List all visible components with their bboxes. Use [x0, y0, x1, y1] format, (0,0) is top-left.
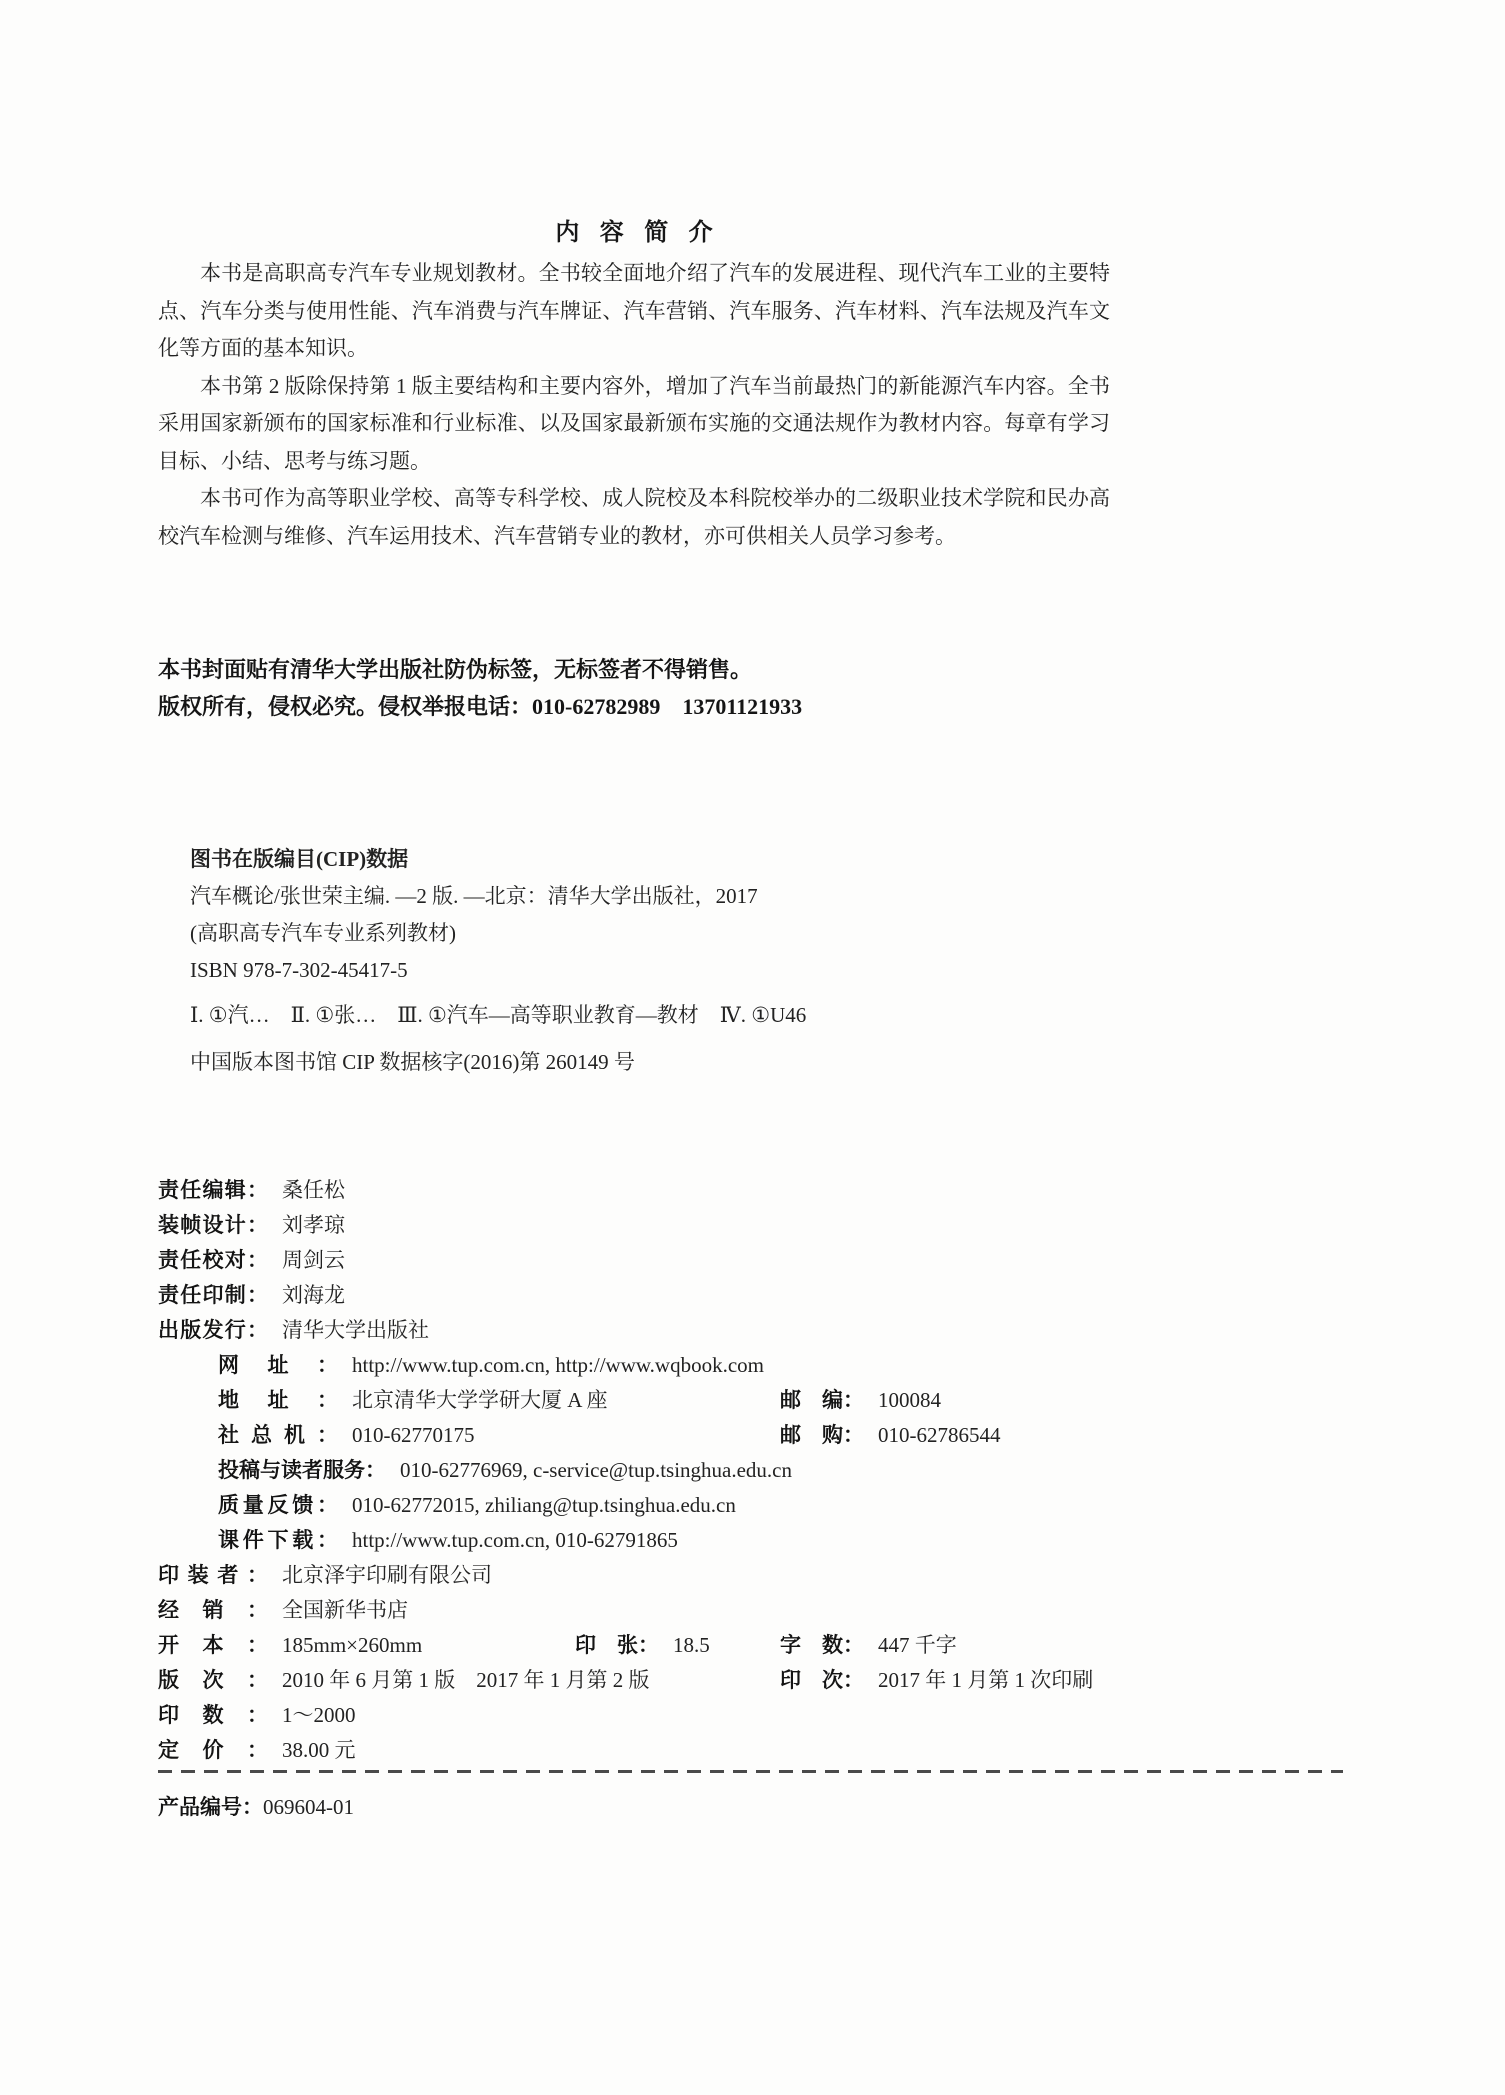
anti-piracy-label-line: 本书封面贴有清华大学出版社防伪标签，无标签者不得销售。 — [158, 657, 753, 682]
colophon-row-format — [158, 1628, 1338, 1663]
editor-value: 桑任松 — [282, 1178, 345, 1202]
reader-service-label: 投稿与读者服务： — [218, 1458, 386, 1482]
designer-value: 刘孝琼 — [282, 1213, 345, 1237]
anti-piracy-notice — [158, 651, 1338, 725]
colophon-row-printer — [158, 1558, 1338, 1593]
colophon-row-quality-feedback — [218, 1488, 1338, 1523]
print-supervisor-value: 刘海龙 — [282, 1283, 345, 1307]
colophon-row-print-run — [158, 1698, 1338, 1733]
edition-label: 版次： — [158, 1668, 268, 1692]
impression-field — [780, 1663, 1093, 1698]
printer-label: 印装者： — [158, 1563, 268, 1587]
postcode-field — [780, 1383, 941, 1418]
print-supervisor-label: 责任印制： — [158, 1283, 268, 1307]
courseware-value: http://www.tup.com.cn, 010-62791865 — [352, 1528, 678, 1552]
intro-paragraph-1: 本书是高职高专汽车专业规划教材。全书较全面地介绍了汽车的发展进程、现代汽车工业的主要特点、汽车分类与使用性能、汽车消费与汽车牌证、汽车营销、汽车服务、汽车材料、汽车法规及汽车文化等方面的基本知识。 — [158, 261, 1110, 360]
dashed-divider — [158, 1770, 1343, 1773]
cip-isbn-line: ISBN 978-7-302-45417-5 — [190, 958, 408, 982]
colophon-row-courseware — [218, 1523, 1338, 1558]
address-value: 北京清华大学学研大厦 A 座 — [352, 1388, 608, 1412]
website-label: 网址： — [218, 1353, 338, 1377]
sheets-field — [575, 1628, 710, 1663]
cip-series-line: (高职高专汽车专业系列教材) — [190, 921, 456, 945]
distributor-value: 全国新华书店 — [282, 1598, 408, 1622]
cip-registry-line: 中国版本图书馆 CIP 数据核字(2016)第 260149 号 — [190, 1050, 635, 1074]
cip-record-line: 汽车概论/张世荣主编. —2 版. —北京：清华大学出版社，2017 — [190, 884, 758, 908]
piracy-hotline-line: 版权所有，侵权必究。侵权举报电话：010-62782989 13701121933 — [158, 694, 803, 719]
product-number-value: 069604-01 — [263, 1795, 354, 1819]
colophon-row-print-supervisor — [158, 1278, 1338, 1313]
courseware-label: 课件下载： — [218, 1528, 338, 1552]
price-label: 定价： — [158, 1738, 268, 1762]
impression-value: 2017 年 1 月第 1 次印刷 — [878, 1668, 1094, 1692]
colophon-row-edition — [158, 1663, 1338, 1698]
colophon-row-address — [218, 1383, 1338, 1418]
price-value: 38.00 元 — [282, 1738, 356, 1762]
colophon-row-reader-service — [218, 1453, 1338, 1488]
publisher-value: 清华大学出版社 — [282, 1318, 429, 1342]
colophon — [158, 1173, 1338, 1768]
publisher-label: 出版发行： — [158, 1318, 268, 1342]
edition-value: 2010 年 6 月第 1 版 2017 年 1 月第 2 版 — [282, 1668, 650, 1692]
printer-value: 北京泽宇印刷有限公司 — [282, 1563, 492, 1587]
intro-paragraph-2: 本书第 2 版除保持第 1 版主要结构和主要内容外，增加了汽车当前最热门的新能源汽车内容。全书采用国家新颁布的国家标准和行业标准、以及国家最新颁布实施的交通法规作为教材内容。每章有学习目标、小结、思考与练习题。 — [158, 373, 1110, 473]
print-run-label: 印数： — [158, 1703, 268, 1727]
impression-label: 印 次： — [780, 1668, 864, 1692]
distributor-label: 经销： — [158, 1598, 268, 1622]
cip-classification-line: Ⅰ. ①汽… Ⅱ. ①张… Ⅲ. ①汽车—高等职业教育—教材 Ⅳ. ①U46 — [190, 1003, 807, 1027]
colophon-row-price — [158, 1733, 1338, 1768]
page-content — [158, 0, 1338, 1821]
editor-label: 责任编辑： — [158, 1178, 268, 1202]
word-count-value: 447 千字 — [878, 1633, 957, 1657]
proofreader-label: 责任校对： — [158, 1248, 268, 1272]
colophon-row-publisher — [158, 1313, 1338, 1348]
intro-paragraph-3: 本书可作为高等职业学校、高等专科学校、成人院校及本科院校举办的二级职业技术学院和民办高校汽车检测与维修、汽车运用技术、汽车营销专业的教材，亦可供相关人员学习参考。 — [158, 486, 1110, 548]
page-title: 内 容 简 介 — [555, 220, 720, 246]
colophon-row-website — [218, 1348, 1338, 1383]
switchboard-label: 社总机： — [218, 1423, 338, 1447]
word-count-field — [780, 1628, 957, 1663]
proofreader-value: 周剑云 — [282, 1248, 345, 1272]
colophon-row-switchboard — [218, 1418, 1338, 1453]
print-run-value: 1～2000 — [282, 1703, 356, 1727]
colophon-row-designer — [158, 1208, 1338, 1243]
colophon-row-proofreader — [158, 1243, 1338, 1278]
postcode-label: 邮 编： — [780, 1388, 864, 1412]
sheets-value: 18.5 — [673, 1633, 710, 1657]
reader-service-value: 010-62776969, c-service@tup.tsinghua.edu.cn — [400, 1458, 792, 1482]
product-number-label: 产品编号： — [158, 1795, 263, 1819]
website-value: http://www.tup.com.cn, http://www.wqbook.com — [352, 1353, 764, 1377]
colophon-row-editor — [158, 1173, 1338, 1208]
mail-order-value: 010-62786544 — [878, 1423, 1001, 1447]
quality-feedback-label: 质量反馈： — [218, 1493, 338, 1517]
colophon-row-distributor — [158, 1593, 1338, 1628]
publisher-contact-block — [218, 1348, 1338, 1558]
mail-order-label: 邮 购： — [780, 1423, 864, 1447]
switchboard-value: 010-62770175 — [352, 1423, 475, 1447]
postcode-value: 100084 — [878, 1388, 941, 1412]
mail-order-field — [780, 1418, 1001, 1453]
cip-block — [190, 841, 1338, 1081]
quality-feedback-value: 010-62772015, zhiliang@tup.tsinghua.edu.cn — [352, 1493, 736, 1517]
product-number-line — [158, 1791, 1338, 1821]
address-label: 地址： — [218, 1388, 338, 1412]
cip-heading: 图书在版编目(CIP)数据 — [190, 847, 409, 871]
format-label: 开本： — [158, 1633, 268, 1657]
format-value: 185mm×260mm — [282, 1633, 423, 1657]
word-count-label: 字 数： — [780, 1633, 864, 1657]
designer-label: 装帧设计： — [158, 1213, 268, 1237]
sheets-label: 印 张： — [575, 1633, 659, 1657]
